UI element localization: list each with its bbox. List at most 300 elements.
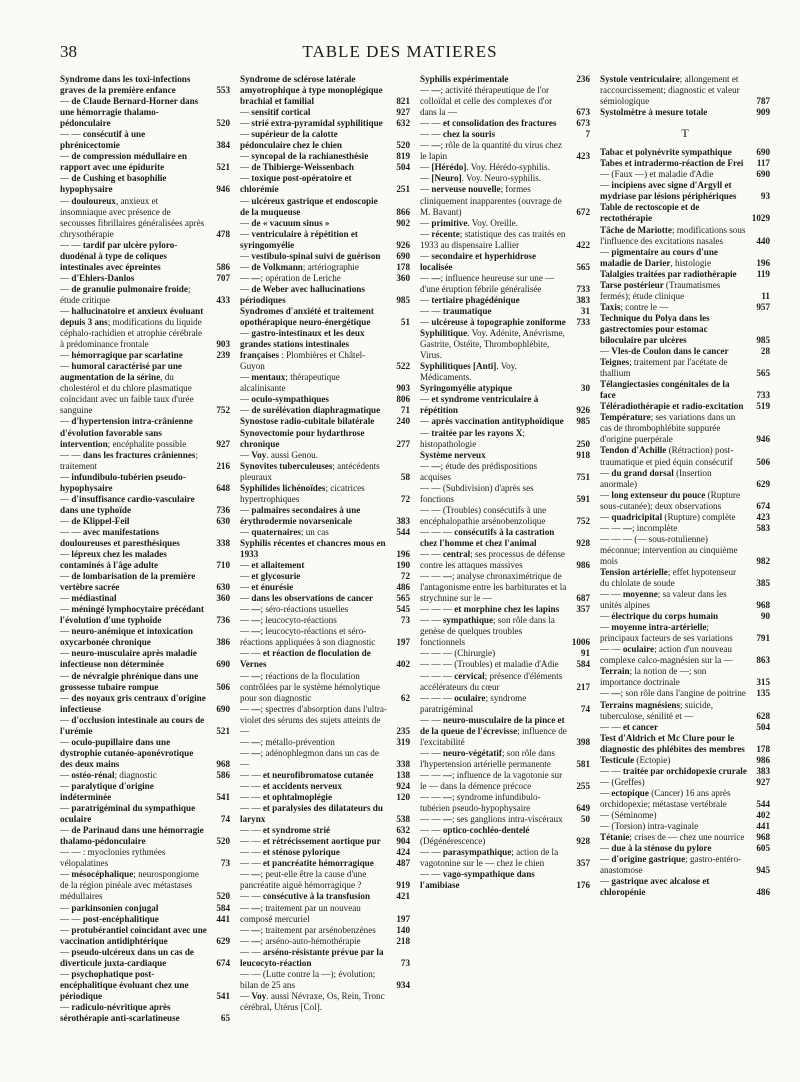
index-entry-text: — — — (Chirurgie) [420, 648, 496, 659]
index-entry-text: Talalgies traitées par radiothérapie [600, 268, 737, 279]
index-entry [420, 693, 590, 715]
index-entry [600, 644, 770, 666]
index-entry [600, 180, 770, 202]
index-entry-text: — ostéo-rénal; diagnostic [60, 769, 157, 780]
index-entry-page: 73 [400, 957, 410, 968]
index-entry-page: 903 [216, 339, 230, 350]
index-entry-page: 985 [576, 416, 590, 427]
index-entry-text: — électrique du corps humain [600, 611, 719, 622]
index-entry [600, 158, 770, 169]
index-entry-page: 673 [576, 107, 590, 118]
index-entry [240, 328, 410, 372]
index-entry [240, 229, 410, 251]
index-entry-page: 190 [396, 560, 410, 571]
index-entry [240, 538, 410, 560]
index-entry [420, 173, 590, 184]
index-entry-page: 591 [576, 493, 590, 504]
index-entry-page: 65 [220, 1012, 230, 1023]
index-entry [600, 876, 770, 898]
index-entry-text: — de Thibierge-Weissenbach [240, 162, 354, 173]
index-entry-text: — de Weber avec hallucinations périodiques [240, 283, 365, 305]
index-entry [60, 781, 230, 803]
index-entry [420, 162, 590, 173]
index-entry-page: 360 [396, 272, 410, 283]
index-entry-text: — et allaitement [240, 560, 305, 571]
index-entry-page: 791 [756, 633, 770, 644]
index-entry-page: 383 [396, 515, 410, 526]
index-entry [600, 700, 770, 722]
index-entry-page: 565 [576, 261, 590, 272]
index-entry-text: — —; rôle de la quantité du virus chez le lapin [420, 140, 562, 162]
index-entry [240, 869, 410, 891]
index-entry-text: Synostose radio-cubitale bilatérale [240, 416, 375, 427]
index-entry-text: — — avec manifestations douloureuses et paresthésiques [60, 526, 180, 548]
index-entry-page: 957 [756, 301, 770, 312]
index-entry-text: — —; adénophlegmon dans un cas de — [240, 747, 379, 769]
index-entry-text: — ulcéreux gastrique et endoscopie de la muqueuse [240, 195, 378, 217]
index-entry-page: 441 [756, 821, 770, 832]
index-entry-page: 421 [396, 891, 410, 902]
index-entry [420, 306, 590, 317]
index-entry [60, 306, 230, 350]
index-entry [420, 361, 590, 383]
index-entry [600, 490, 770, 512]
index-entry-text: — — et consolidation des fractures [420, 118, 557, 129]
index-entry [600, 379, 770, 401]
index-entry [420, 505, 590, 527]
index-entry [240, 781, 410, 792]
index-entry-text: Systole ventriculaire; allongement et raccourcissement; diagnostic et valeur sémiologique [600, 74, 740, 107]
index-entry-page: 385 [756, 578, 770, 589]
index-entry-page: 197 [396, 913, 410, 924]
index-entry-text: — [Neuro]. Voy. Neuro-syphilis. [420, 173, 542, 184]
index-entry-page: 672 [576, 206, 590, 217]
index-entry-page: 28 [760, 346, 770, 357]
index-entry [240, 118, 410, 129]
index-entry-page: 752 [576, 515, 590, 526]
index-entry-page: 927 [216, 438, 230, 449]
index-entry [60, 737, 230, 770]
index-entry [420, 770, 590, 792]
index-column-2 [240, 74, 410, 1076]
index-entry-text: — — optico-cochléo-dentelé (Dégénérescence) [420, 825, 530, 847]
index-entry-text: — — et réaction de floculation de Vernes [240, 648, 371, 670]
index-entry [600, 302, 770, 313]
index-entry [240, 737, 410, 748]
index-entry-page: 90 [760, 611, 770, 622]
index-entry-page: 632 [396, 825, 410, 836]
index-entry-text: — quadricipital (Rupture) complète [600, 511, 736, 522]
index-entry-text: — — —; syndrome infundibulo-tubérien pseudo-hypophysaire [420, 792, 541, 814]
index-entry-text: — radiculo-névritique après sérothérapie anti-scarlatineuse [60, 1001, 180, 1023]
index-entry-text: — — moyenne; sa valeur dans les unités alpines [600, 589, 727, 611]
index-entry [240, 218, 410, 229]
index-entry-page: 565 [396, 593, 410, 604]
index-entry-text: — neuro-anémique et intoxication oxycarbonée chronique [60, 626, 193, 648]
index-entry-text: Syringomyélie atypique [420, 383, 513, 394]
index-entry-text: — — central; ses processus de défense contre les attaques massives [420, 549, 565, 571]
index-entry-text: — — post-encéphalitique [60, 913, 159, 924]
index-entry-page: 649 [576, 803, 590, 814]
index-entry [60, 1002, 230, 1024]
index-entry-text: Tendon d'Achille (Rétraction) post-traumatique et pied équin consécutif [600, 445, 734, 467]
index-entry-text: Taxis; contre le — [600, 301, 669, 312]
index-entry [60, 903, 230, 914]
page-number: 38 [60, 42, 77, 61]
index-entry-page: 926 [576, 405, 590, 416]
index-entry-text: — —; métallo-prévention [240, 736, 335, 747]
index-entry-text: — — parasympathique; action de la vagotonine sur le — chez le chien [420, 847, 559, 869]
index-entry [600, 766, 770, 777]
index-entry-page: 486 [396, 582, 410, 593]
index-entry-text: — — —; ses ganglions intra-viscéraux [420, 814, 563, 825]
index-entry-page: 982 [756, 555, 770, 566]
index-entry [240, 748, 410, 770]
index-entry-page: 544 [756, 798, 770, 809]
index-entry [600, 280, 770, 302]
index-entry [240, 372, 410, 394]
index-entry-page: 586 [216, 261, 230, 272]
index-entry-text: Technique du Polya dans les gastrectomies pour estomac biloculaire par ulcères [600, 312, 710, 345]
index-entry [240, 936, 410, 947]
index-entry-page: 733 [576, 283, 590, 294]
index-entry-page: 62 [400, 692, 410, 703]
index-entry-text: — — — et morphine chez les lapins [420, 604, 560, 615]
index-entry-text: Syphilis expérimentale [420, 74, 509, 84]
index-entry-text: — hémorragique par scarlatine [60, 350, 183, 361]
index-entry-text: — — — (Troubles) et maladie d'Adie [420, 659, 559, 670]
index-entry [240, 505, 410, 527]
index-entry-text: — — — consécutifs à la castration chez l'homme et chez l'animal [420, 526, 555, 548]
index-entry [420, 615, 590, 648]
index-entry-page: 584 [576, 659, 590, 670]
index-entry [420, 273, 590, 295]
index-entry-text: — et glycosurie [240, 571, 301, 582]
index-entry [420, 74, 590, 85]
index-entry-page: 433 [216, 294, 230, 305]
index-entry [420, 218, 590, 229]
index-entry-page: 806 [396, 394, 410, 405]
index-entry-page: 733 [756, 390, 770, 401]
index-entry-page: 673 [576, 118, 590, 129]
index-entry-page: 538 [396, 814, 410, 825]
index-entry [240, 251, 410, 262]
index-entry [420, 229, 590, 251]
index-entry-page: 605 [756, 843, 770, 854]
index-entry-page: 7 [585, 129, 590, 140]
index-entry-page: 51 [400, 317, 410, 328]
index-entry [60, 969, 230, 1002]
index-entry-page: 338 [216, 537, 230, 548]
index-entry [240, 527, 410, 538]
index-entry-text: Tension artérielle; effet hypotenseur du chlolate de soude [600, 566, 737, 589]
index-entry [420, 394, 590, 416]
index-entry-text: — —; influence heureuse sur une — d'une éruption fébrile généralisée [420, 272, 555, 294]
index-entry-page: 903 [396, 383, 410, 394]
index-entry [60, 516, 230, 527]
index-entry-page: 985 [756, 334, 770, 345]
index-entry-page: 522 [396, 361, 410, 372]
index-entry-page: 927 [756, 776, 770, 787]
index-entry-page: 196 [396, 549, 410, 560]
index-entry [420, 527, 590, 549]
index-entry-text: — de compression médullaire en rapport avec une épidurite [60, 151, 187, 173]
index-entry-page: 928 [576, 836, 590, 847]
index-entry [60, 361, 230, 416]
index-entry-page: 544 [396, 526, 410, 537]
index-entry-page: 629 [216, 935, 230, 946]
index-entry [420, 140, 590, 162]
index-entry-page: 251 [396, 184, 410, 195]
index-entry [420, 328, 590, 361]
index-entry [600, 401, 770, 412]
index-entry-page: 736 [216, 504, 230, 515]
index-entry [420, 428, 590, 450]
index-entry [240, 891, 410, 902]
index-entry [60, 825, 230, 847]
index-entry [60, 350, 230, 361]
index-entry-text: — — traitée par orchidopexie crurale [600, 765, 747, 776]
index-entry-page: 583 [756, 522, 770, 533]
index-entry-text: — infundibulo-tubérien pseudo-hypophysaire [60, 471, 186, 493]
index-entry [420, 814, 590, 825]
index-entry [60, 96, 230, 129]
index-entry-text: — pseudo-ulcéreux dans un cas de diverticule juxta-cardiaque [60, 946, 194, 968]
index-entry [240, 173, 410, 195]
index-entry-text: — — — cervical; présence d'éléments accélérateurs du cœur [420, 670, 563, 692]
index-entry-page: 630 [216, 582, 230, 593]
index-entry-text: Syphilitiques [Anti]. Voy. Médicaments. [420, 361, 517, 383]
index-entry-text: — de Volkmann; artériographie [240, 261, 359, 272]
index-entry-page: 357 [576, 858, 590, 869]
index-entry-page: 819 [396, 151, 410, 162]
index-entry-page: 541 [216, 792, 230, 803]
index-entry-page: 140 [396, 924, 410, 935]
index-entry [240, 858, 410, 869]
index-entry-page: 255 [576, 781, 590, 791]
index-entry [420, 792, 590, 814]
index-entry-page: 240 [396, 416, 410, 427]
index-entry-page: 904 [396, 836, 410, 847]
index-entry [60, 273, 230, 284]
index-entry-text: — et énurésie [240, 582, 294, 593]
index-entry-page: 216 [216, 460, 230, 471]
index-column-1 [60, 74, 230, 1076]
index-entry-text: Syphilides lichénoïdes; cicatrices hypertrophiques [240, 482, 365, 504]
index-entry-text: — —; opération de Leriche [240, 272, 341, 283]
index-entry [60, 869, 230, 902]
index-entry-text: — — et rétrécissement aortique pur [240, 836, 381, 847]
index-entry [240, 196, 410, 218]
index-entry-text: — —; arséno-auto-hémothérapie [240, 935, 361, 946]
index-entry-page: 520 [396, 140, 410, 151]
index-entry-page: 424 [396, 847, 410, 858]
index-entry-page: 946 [756, 434, 770, 445]
index-entry-page: 218 [396, 935, 410, 946]
index-entry [240, 593, 410, 604]
index-entry [60, 847, 230, 869]
index-entry-page: 423 [756, 511, 770, 522]
index-entry-text: Terrains magnésiens; suicide, tuberculose, sénilité et — [600, 699, 713, 721]
index-entry-text: Syndrome dans les toxi-infections graves de la première enfance [60, 74, 191, 96]
index-entry-page: 504 [396, 162, 410, 173]
index-entry-text: — — dans les fractures crâniennes; traitement [60, 449, 198, 471]
index-entry-page: 553 [216, 85, 230, 96]
index-entry-page: 73 [220, 858, 230, 869]
index-entry [240, 129, 410, 151]
index-entry-text: — de granulie pulmonaire froide; étude critique [60, 283, 191, 305]
index-entry [420, 659, 590, 670]
index-entry [600, 169, 770, 180]
index-entry [240, 306, 410, 328]
index-entry-page: 521 [216, 162, 230, 173]
index-entry [420, 604, 590, 615]
index-entry [60, 494, 230, 516]
index-entry-text: — ventriculaire à répétition et syringomyélie [240, 228, 358, 250]
index-entry-page: 178 [756, 743, 770, 754]
index-entry-text: — — —; influence de la vagotonie sur le — dans la démence précoce [420, 769, 563, 791]
index-entry-text: — — (Subdivision) d'après ses fonctions [420, 482, 534, 504]
index-entry-text: Téléradiothérapie et radio-excitation [600, 401, 744, 412]
index-entry-page: 584 [216, 902, 230, 913]
index-entry [600, 843, 770, 854]
index-entry-text: — hallucinatoire et anxieux évoluant depuis 3 ans; modifications du liquide céphalo-rachidien et atrophie cérébrale à prédominance frontale [60, 305, 204, 350]
index-entry-text: — — neuro-musculaire de la pince et de la queue de l'écrevisse; influence de l'excitabilité [420, 714, 567, 747]
index-entry [600, 468, 770, 490]
index-entry-page: 934 [396, 979, 410, 990]
index-entry-text: — moyenne intra-artérielle; principaux facteurs de ses variations [600, 622, 733, 644]
index-entry-page: 736 [216, 615, 230, 626]
index-entry-text: — après vaccination antityphoïdique [420, 416, 564, 427]
index-entry-page: 93 [760, 191, 770, 202]
index-entry-text: — — et pancréatite hémorragique [240, 858, 374, 869]
index-entry-text: — due à la sténose du pylore [600, 843, 712, 854]
index-entry-text: Synovites tuberculeuses; antécédents pleuraux [240, 460, 380, 482]
index-entry-page: 909 [756, 107, 770, 118]
index-entry [420, 295, 590, 306]
index-entry [600, 523, 770, 534]
index-entry [420, 461, 590, 483]
index-entry-text: — [Hérédo]. Voy. Hérédo-syphilis. [420, 162, 550, 173]
index-entry-text: — — et sténose pylorique [240, 847, 340, 858]
index-entry [240, 162, 410, 173]
index-entry-page: 74 [580, 703, 590, 714]
index-entry [60, 450, 230, 472]
index-entry-text: — des noyaux gris centraux d'origine infectieuse [60, 692, 206, 714]
index-entry-text: Tarse postérieur (Traumatismes fermés); étude clinique [600, 279, 721, 301]
index-entry [60, 527, 230, 549]
index-entry-page: 751 [576, 471, 590, 482]
index-entry-text: — — traumatique [420, 305, 492, 316]
index-entry-page: 357 [576, 604, 590, 615]
index-entry [240, 428, 410, 450]
index-entry [60, 549, 230, 571]
index-entry-text: Table de rectoscopie et de rectothérapie [600, 202, 700, 224]
index-entry-page: 504 [756, 721, 770, 732]
index-entry-text: — supérieur de la calotte pédonculaire chez le chien [240, 129, 342, 151]
index-entry-page: 968 [756, 600, 770, 611]
index-entry-text: — —; leucocyto-réactions et séro-réactions appliquées à son diagnostic [240, 626, 376, 648]
index-entry [240, 847, 410, 858]
index-entry-page: 58 [400, 471, 410, 482]
index-entry [240, 991, 410, 1013]
index-entry-page: 74 [220, 814, 230, 825]
index-entry-page: 520 [216, 891, 230, 902]
index-entry-text: — d'Ehlers-Danlos [60, 272, 135, 283]
index-entry-text: — (Greffes) [600, 776, 645, 787]
index-entry-page: 690 [756, 169, 770, 180]
index-entry-page: 196 [756, 257, 770, 268]
index-entry-page: 928 [576, 537, 590, 548]
index-entry-text: — de Cushing et basophilie hypophysaire [60, 173, 167, 195]
index-entry-page: 73 [400, 615, 410, 626]
index-entry [240, 394, 410, 405]
index-entry-page: 690 [396, 250, 410, 261]
index-entry-page: 441 [216, 913, 230, 924]
index-entry [60, 604, 230, 626]
index-entry-text: Teignes; traitement par l'acétate de thallium [600, 357, 728, 379]
index-entry-page: 521 [216, 725, 230, 736]
index-entry-page: 674 [756, 500, 770, 511]
index-entry [420, 184, 590, 217]
index-entry-page: 383 [576, 294, 590, 305]
index-entry [240, 704, 410, 737]
index-entry [420, 571, 590, 604]
index-entry-page: 398 [576, 736, 590, 747]
index-entry-page: 138 [396, 769, 410, 780]
index-entry-page: 545 [396, 604, 410, 615]
index-entry-text: — de surélévation diaphragmatique [240, 405, 381, 416]
index-entry-text: — humoral caractérisé par une augmentation de la sérine, du cholestérol et du chlore plasmatique coïncidant avec un faible taux d'urée sanguine [60, 361, 194, 416]
index-entry-page: 117 [756, 158, 770, 169]
index-entry [600, 666, 770, 688]
index-entry-page: 520 [216, 836, 230, 847]
index-entry [60, 173, 230, 195]
index-entry-text: — douloureux, anxieux et insomniaque avec présence de secousses fibrillaires généralisées après chrysothérapie [60, 195, 205, 239]
index-entry-page: 690 [216, 659, 230, 670]
index-entry [240, 262, 410, 273]
index-entry [420, 129, 590, 140]
index-entry-text: Système nerveux [420, 449, 486, 460]
index-entry [420, 383, 590, 394]
index-entry [240, 648, 410, 670]
index-entry-page: 628 [756, 710, 770, 721]
index-entry-text: — paratrigéminal du sympathique oculaire [60, 803, 196, 825]
index-entry [60, 129, 230, 151]
index-entry-text: — — (Lutte contre la —); évolution; bilan de 25 ans [240, 968, 376, 990]
index-entry [600, 534, 770, 567]
index-entry-page: 423 [576, 151, 590, 162]
index-entry-text: — nerveuse nouvelle; formes cliniquement inapparentes (ouvrage de M. Bavant) [420, 184, 562, 217]
index-entry [240, 560, 410, 571]
index-entry-text: — — — (— sous-rotulienne) méconnue; intervention au cinquième mois [600, 533, 738, 566]
index-entry-page: 277 [396, 438, 410, 449]
index-entry-text: — mésocéphalique; neurospongiome de la région pinéale avec métastases médullaires [60, 869, 199, 902]
index-entry [240, 483, 410, 505]
index-entry-text: — mentaux; thérapeutique alcalinisante [240, 372, 340, 394]
index-entry-page: 519 [756, 401, 770, 412]
index-entry [420, 251, 590, 273]
index-entry [60, 593, 230, 604]
index-entry-text: Testicule (Ectopie) [600, 754, 671, 765]
index-entry-page: 487 [396, 858, 410, 869]
page-title: TABLE DES MATIERES [302, 42, 498, 61]
index-entry-page: 197 [396, 637, 410, 648]
index-entry [420, 416, 590, 427]
index-entry [60, 472, 230, 494]
index-entry-text: — long extenseur du pouce (Rupture sous-cutanée); deux observations [600, 489, 741, 511]
index-entry-page: 520 [216, 118, 230, 129]
